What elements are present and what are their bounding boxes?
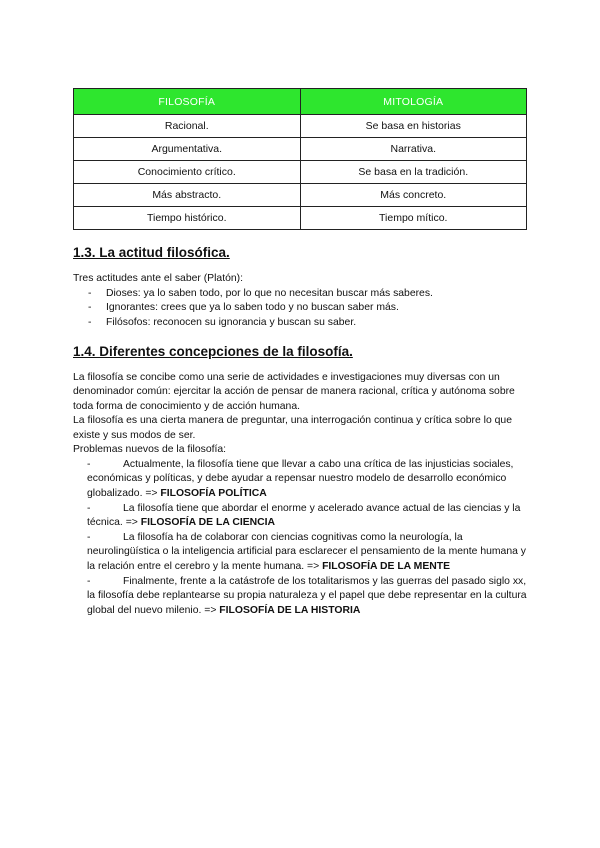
table-row bbox=[74, 184, 527, 207]
problem-label: FILOSOFÍA DE LA HISTORIA bbox=[219, 604, 361, 616]
problem-item bbox=[87, 502, 528, 531]
problem-item bbox=[87, 575, 528, 618]
table-cell: Tiempo histórico. bbox=[74, 207, 301, 230]
problem-item bbox=[87, 531, 528, 574]
concepciones-body bbox=[73, 371, 528, 457]
table-row bbox=[74, 161, 527, 184]
table-row bbox=[74, 207, 527, 230]
table-cell: Más abstracto. bbox=[74, 184, 301, 207]
problem-item bbox=[87, 458, 528, 501]
bullet-dash: - bbox=[87, 459, 91, 470]
section-heading-actitud: 1.3. La actitud filosófica. bbox=[73, 245, 230, 260]
table-cell: Tiempo mítico. bbox=[300, 207, 527, 230]
table-header-filosofia: FILOSOFÍA bbox=[74, 89, 301, 115]
problem-text: La filosofía tiene que abordar el enorme y acelerado avance actual de las ciencias y la técnica. => bbox=[87, 503, 521, 529]
table-row bbox=[74, 138, 527, 161]
table-header-mitologia: MITOLOGÍA bbox=[300, 89, 527, 115]
bullet-dash: - bbox=[87, 503, 91, 514]
paragraph: La filosofía es una cierta manera de preguntar, una interrogación continua y crítica sobre lo que existe y sus modos de ser. bbox=[73, 415, 512, 441]
problem-label: FILOSOFÍA DE LA MENTE bbox=[322, 560, 451, 572]
comparison-table bbox=[73, 88, 527, 230]
list-item bbox=[88, 316, 528, 330]
bullet-dash: - bbox=[88, 302, 92, 314]
list-item-text: Dioses: ya lo saben todo, por lo que no necesitan buscar más saberes. bbox=[106, 288, 433, 299]
table-header-row bbox=[74, 89, 527, 115]
list-item bbox=[88, 301, 528, 315]
bullet-dash: - bbox=[88, 288, 92, 299]
table-cell: Se basa en historias bbox=[300, 115, 527, 138]
section-heading-concepciones: 1.4. Diferentes concepciones de la filosofía. bbox=[73, 344, 353, 359]
table-cell: Más concreto. bbox=[300, 184, 527, 207]
problem-text: Finalmente, frente a la catástrofe de los totalitarismos y las guerras del pasado siglo xx, la filosofía debe replantearse su propia naturaleza y el papel que debe representar en la cultura global del nuevo milenio. => bbox=[87, 576, 527, 616]
table-cell: Narrativa. bbox=[300, 138, 527, 161]
paragraph: La filosofía se concibe como una serie de actividades e investigaciones muy diversas con un denominador común: ejercitar la acción de pensar de manera racional, crítica y autónoma sobre toda forma de conocimiento y de acción humana. bbox=[73, 372, 515, 412]
table-row bbox=[74, 115, 527, 138]
bullet-dash: - bbox=[88, 316, 92, 328]
list-item-text: Ignorantes: crees que ya lo saben todo y no buscan saber más. bbox=[106, 302, 399, 314]
actitud-intro: Tres actitudes ante el saber (Platón): bbox=[73, 273, 243, 284]
actitud-list bbox=[88, 287, 528, 330]
problems-intro: Problemas nuevos de la filosofía: bbox=[73, 444, 227, 456]
table-cell: Racional. bbox=[74, 115, 301, 138]
list-item bbox=[88, 287, 528, 301]
problem-text: La filosofía ha de colaborar con ciencias cognitivas como la neurología, la neurolingüística o la inteligencia artificial para esclarecer el pensamiento de la mente humana y la relación entre el cerebro y la mente humana. => bbox=[87, 532, 526, 572]
problem-label: FILOSOFÍA POLÍTICA bbox=[160, 487, 267, 499]
bullet-dash: - bbox=[87, 576, 91, 587]
problem-text: Actualmente, la filosofía tiene que llevar a cabo una crítica de las injusticias sociales, económicas y políticas, y debe ayudar a repensar nuestro modelo de desarrollo económico globalizado. => bbox=[87, 459, 514, 499]
bullet-dash: - bbox=[87, 532, 91, 543]
table-cell: Se basa en la tradición. bbox=[300, 161, 527, 184]
problem-label: FILOSOFÍA DE LA CIENCIA bbox=[140, 517, 276, 529]
table-cell: Conocimiento crítico. bbox=[74, 161, 301, 184]
table-cell: Argumentativa. bbox=[74, 138, 301, 161]
list-item-text: Filósofos: reconocen su ignorancia y buscan su saber. bbox=[106, 316, 357, 328]
